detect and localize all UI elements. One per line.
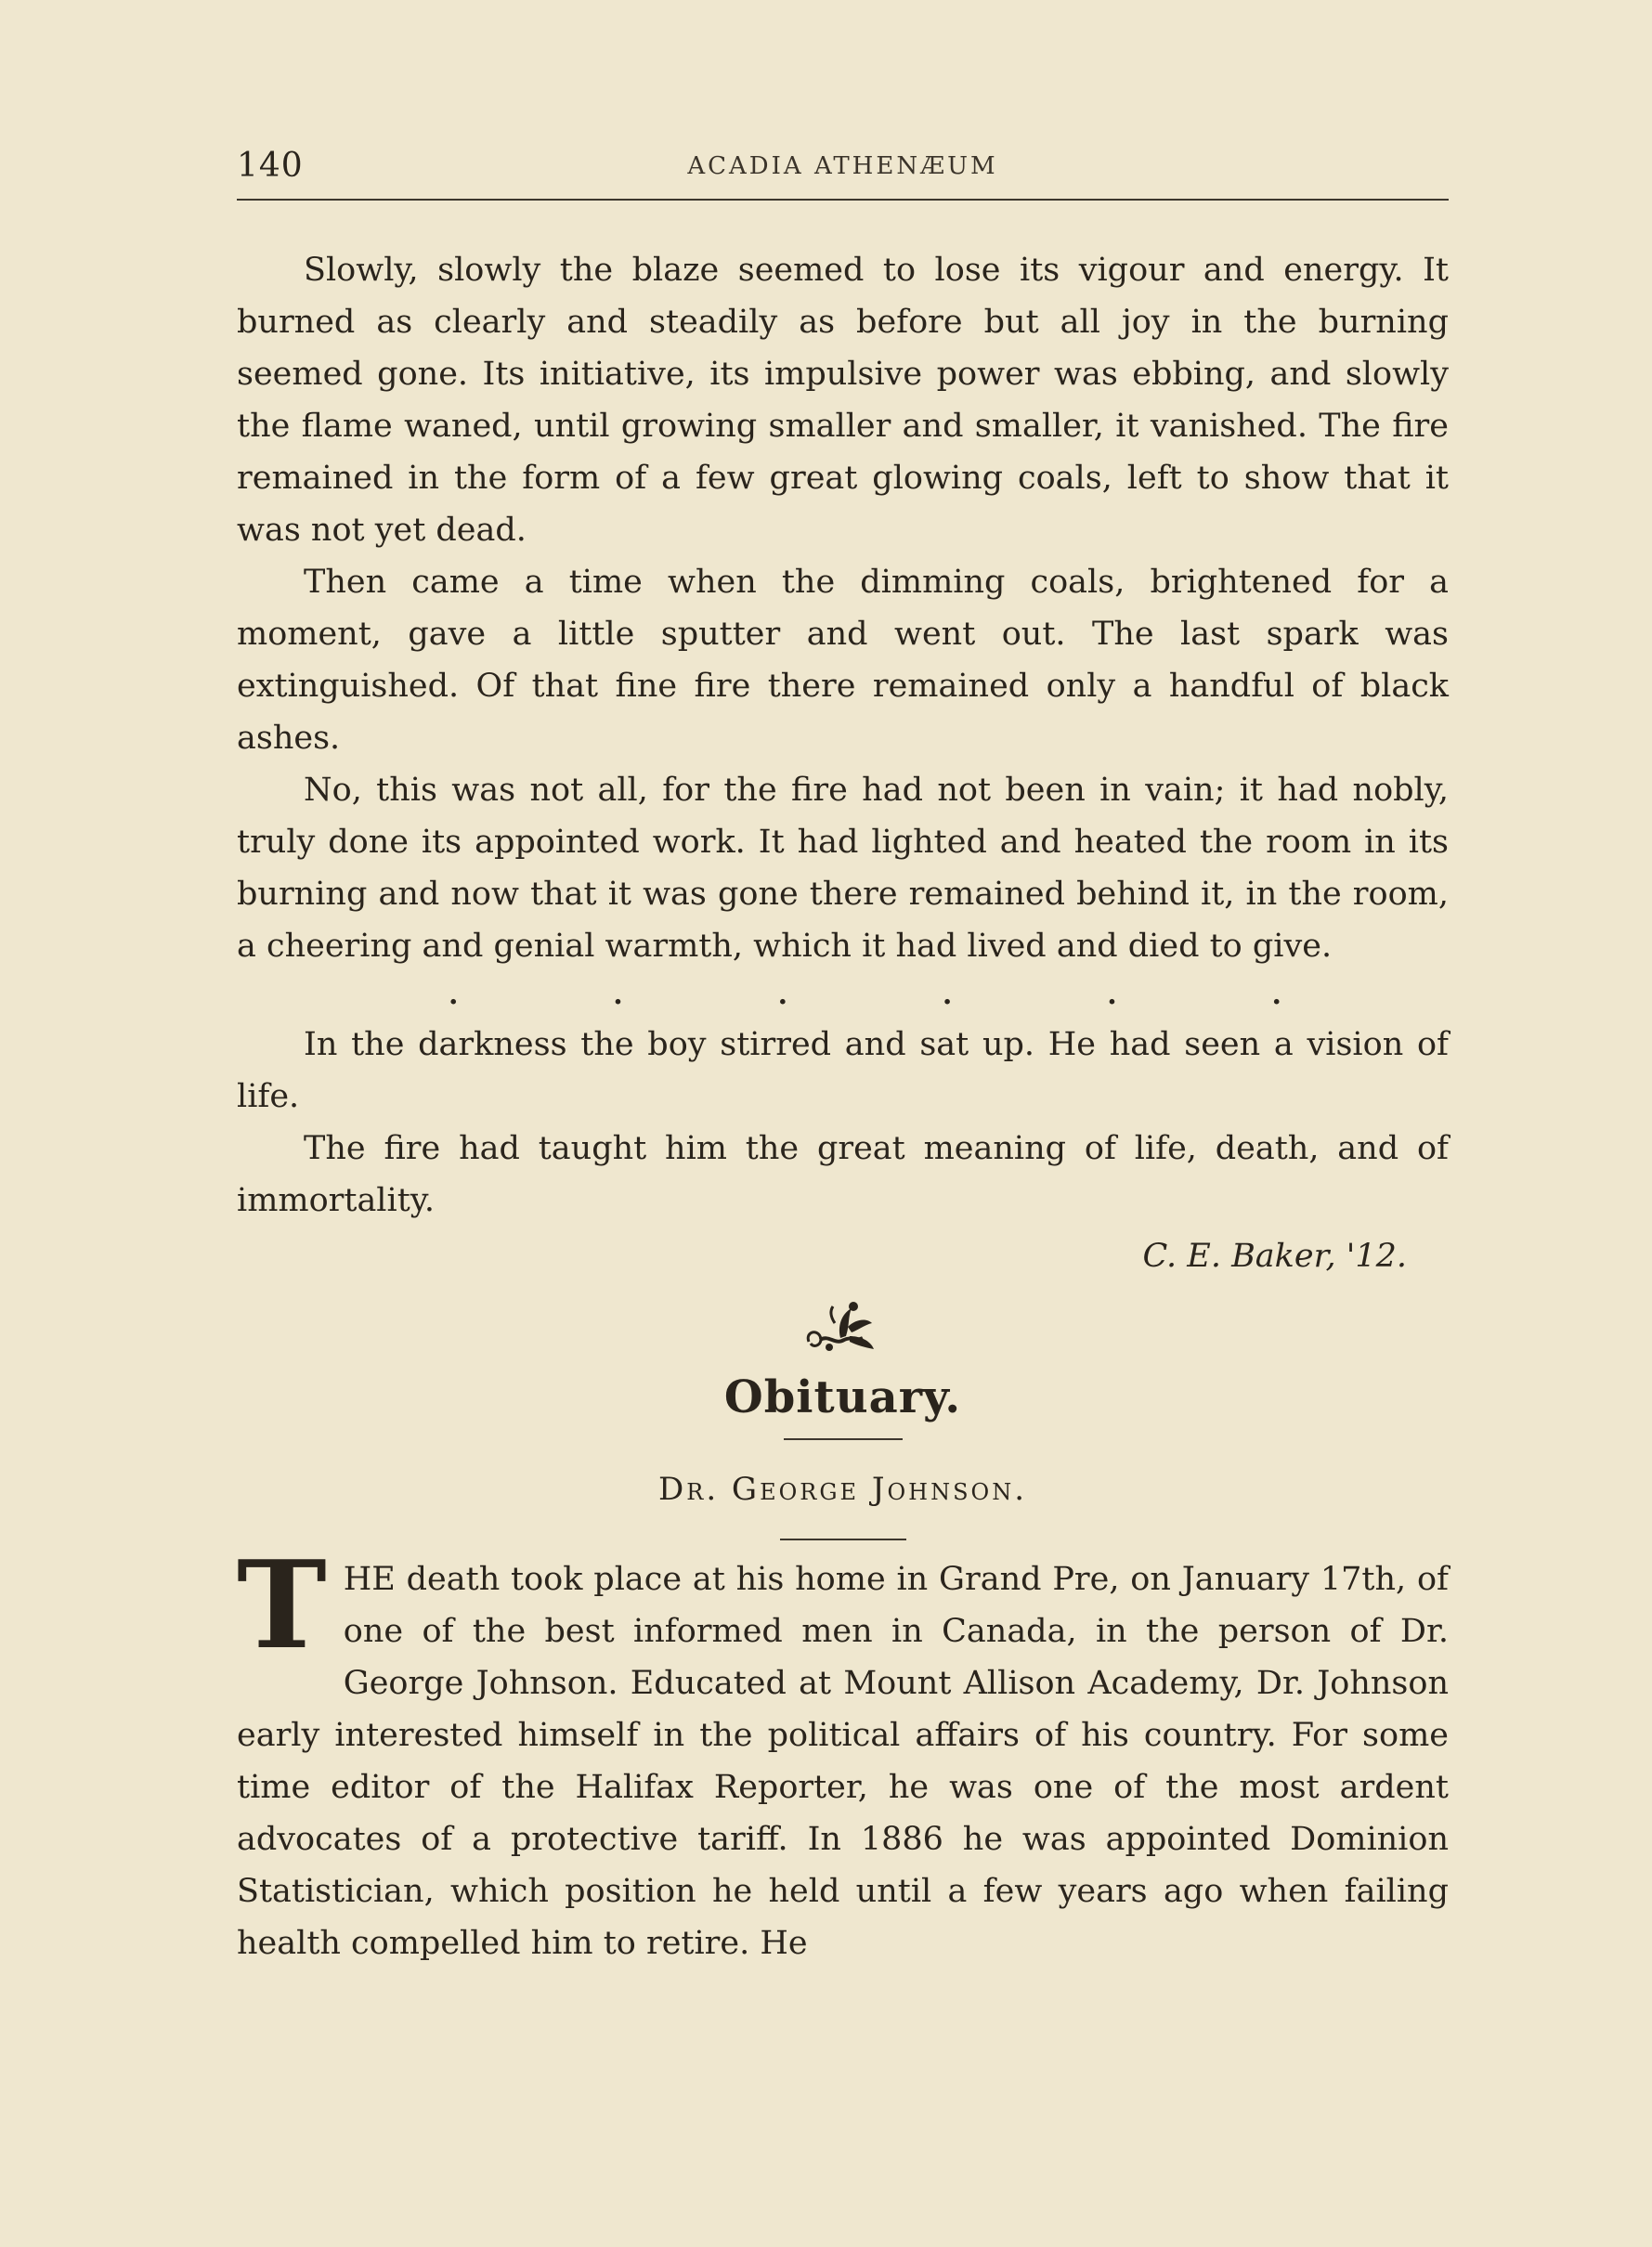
story-paragraph-2: Then came a time when the dimming coals, brightened for a moment, gave a little sputter and went out. The last spark was extinguished. Of that fine fire there remained only a handful of black ashes.: [237, 564, 1449, 757]
story-paragraph-3: No, this was not all, for the fire had not been in vain; it had nobly, truly done its appointed work. It had lighted and heated the room in its burning and now that it was gone there remained behind it, in the room, a cheering and genial warmth, which it had lived and died to give.: [237, 772, 1449, 965]
separator-dot: .: [449, 979, 459, 1011]
header-rule: [237, 199, 1449, 201]
obituary-body: [237, 1534, 1449, 1969]
closing-paragraph-2: The fire had taught him the great meaning of life, death, and of immortality.: [237, 1130, 1449, 1219]
floral-ornament-icon: [237, 1299, 1449, 1358]
body-text: [237, 244, 1449, 1969]
section-separator: [237, 972, 1449, 1019]
title-rule: [784, 1438, 903, 1440]
story-paragraph-1: Slowly, slowly the blaze seemed to lose its vigour and energy. It burned as clearly and steadily as before but all joy in the burning seemed gone. Its initiative, its impulsive power was ebbing, and slowly the flame waned, until growing smaller and smaller, it vanished. The fire remained in the form of a few great glowing coals, left to show that it was not yet dead.: [237, 252, 1449, 549]
page-number: 140: [237, 147, 304, 185]
separator-dot: .: [1271, 979, 1281, 1011]
obituary-paragraph: HE death took place at his home in Grand Pre, on January 17th, of one of the best informed men in Canada, in the person of Dr. George Johnson. Educated at Mount Allison Academy, Dr. Johnson early interested himself in the political affairs of his country. For some time editor of the Halifax Reporter, he was one of the most ardent advocates of a protective tariff. In 1886 he was appointed Dominion Statistician, which position he held until a few years ago when failing health compelled him to retire. He: [237, 1561, 1449, 1962]
closing-paragraph-1: In the darkness the boy stirred and sat up. He had seen a vision of life.: [237, 1026, 1449, 1115]
name-rule: [780, 1539, 906, 1540]
separator-dot: .: [777, 979, 788, 1011]
separator-dot: .: [942, 979, 953, 1011]
separator-dot: .: [1107, 979, 1117, 1011]
page-header: [237, 139, 1449, 197]
running-head: ACADIA ATHENÆUM: [687, 152, 998, 180]
drop-cap: T: [237, 1534, 327, 1676]
magazine-page: [237, 139, 1449, 1962]
obituary-person-name: Dr. George Johnson.: [657, 1471, 1028, 1508]
author-signature: C. E. Baker, '12.: [1142, 1238, 1407, 1275]
section-title: Obituary.: [723, 1371, 962, 1423]
separator-dot: .: [613, 979, 623, 1011]
